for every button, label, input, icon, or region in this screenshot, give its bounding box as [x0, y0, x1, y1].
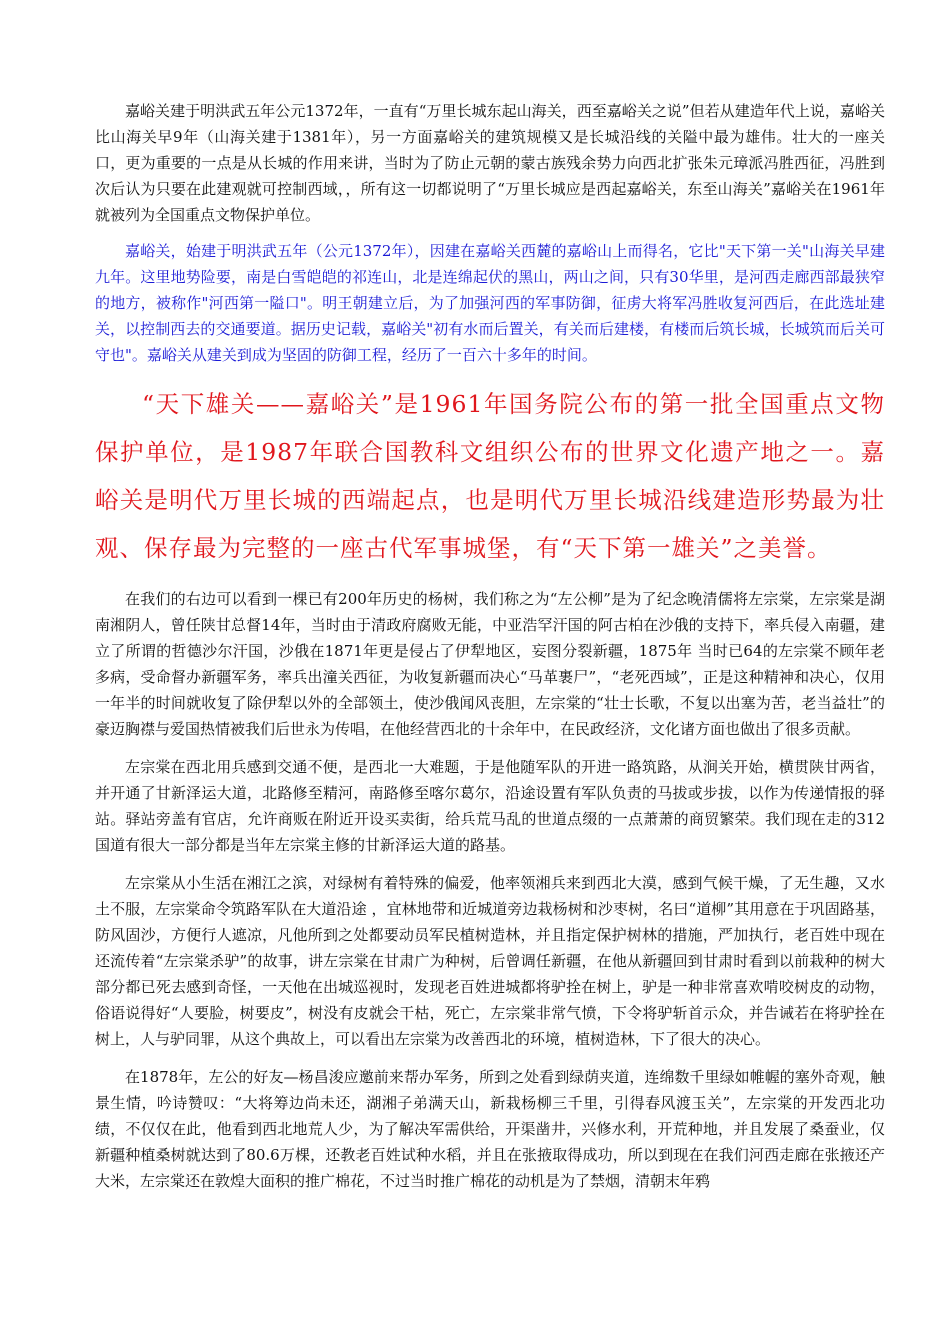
paragraph-jiayuguan-intro-blue: 嘉峪关，始建于明洪武五年（公元1372年），因建在嘉峪关西麓的嘉峪山上而得名，它比"天下第一关"山海关早建九年。这里地势险要，南是白雪皑皑的祁连山，北是连绵起伏的黑山，两山之间，只有30华里，是河西走廊西部最狭窄的地方，被称作"河西第一隘口"。明王朝建立后，为了加强河西的军事防御，征虏大将军冯胜收复河西后，在此选址建关，以控制西去的交通要道。据历史记载，嘉峪关"初有水而后置关，有关而后建楼，有楼而后筑长城，长城筑而后关可守也"。嘉峪关从建关到成为坚固的防御工程，经历了一百六十多年的时间。	[95, 242, 885, 364]
paragraph-zuogongliu: 在我们的右边可以看到一棵已有200年历史的杨树，我们称之为“左公柳”是为了纪念晚清儒将左宗棠，左宗棠是湖南湘阴人，曾任陕甘总督14年，当时由于清政府腐败无能，中亚浩罕汗国的阿古柏在沙俄的支持下，率兵侵入南疆，建立了所谓的哲德沙尔汗国，沙俄在1871年更是侵占了伊犁地区，妄图分裂新疆，1875年 当时已64的左宗棠不顾年老多病，受命督办新疆军务，率兵出潼关西征，为收复新疆而决心“马革裹尸”，“老死西域”，正是这种精神和决心，仅用一年半的时间就收复了除伊犁以外的全部领土，使沙俄闻风丧胆，左宗棠的“壮士长歌，不复以出塞为苦，老当益壮”的豪迈胸襟与爱国热情被我们后世永为传唱，在他经营西北的十余年中，在民政经济，文化诸方面也做出了很多贡献。	[95, 590, 885, 738]
paragraph-road-building: 左宗棠在西北用兵感到交通不便，是西北一大难题，于是他随军队的开进一路筑路，从涧关开始，横贯陕甘两省，并开通了甘新泽运大道，北路修至精河，南路修至喀尔葛尔，沿途设置有军队负责的马拔或步拔，以作为传递情报的驿站。驿站旁盖有官店，允许商贩在附近开设买卖街，给兵荒马乱的世道点缀的一点萧萧的商贸繁荣。我们现在走的312国道有很大一部分都是当年左宗棠主修的甘新泽运大道的路基。	[95, 758, 885, 854]
paragraph-yang-changjun-poem: 在1878年，左公的好友—杨昌浚应邀前来帮办军务，所到之处看到绿荫夹道，连绵数千里绿如帷幄的塞外奇观，触景生情，吟诗赞叹：“大将筹边尚未还，湖湘子弟满天山，新栽杨柳三千里，引得春风渡玉关”，左宗棠的开发西北功绩，不仅仅在此，他看到西北地荒人少，为了解决军需供给，开渠凿井，兴修水利，开荒种地，并且发展了桑蚕业，仅新疆种植桑树就达到了80.6万棵，还教老百姓试种水稻，并且在张掖取得成功，所以到现在在我们河西走廊在张掖还产大米，左宗棠还在敦煌大面积的推广棉花，不过当时推广棉花的动机是为了禁烟，清朝末年鸦	[95, 1068, 885, 1190]
paragraph-heritage-highlight-red: “天下雄关——嘉峪关”是1961年国务院公布的第一批全国重点文物保护单位，是1987年联合国教科文组织公布的世界文化遗产地之一。嘉峪关是明代万里长城的西端起点，也是明代万里长城沿线建造形势最为壮观、保存最为完整的一座古代军事城堡，有“天下第一雄关”之美誉。	[95, 390, 885, 562]
document-page	[95, 98, 885, 1194]
paragraph-tree-planting: 左宗棠从小生活在湘江之滨，对绿树有着特殊的偏爱，他率领湘兵来到西北大漠，感到气候干燥，了无生趣，又水土不服，左宗棠命令筑路军队在大道沿途 ，宜林地带和近城道旁边栽杨树和沙枣树，名曰“道柳”其用意在于巩固路基，防风固沙，方便行人遮凉，凡他所到之处都要动员军民植树造林，并且指定保护树林的措施，严加执行，老百姓中现在还流传着“左宗棠杀驴”的故事，讲左宗棠在甘肃广为种树，后曾调任新疆，在他从新疆回到甘肃时看到以前栽种的树大部分都已死去感到奇怪，一天他在出城巡视时，发现老百姓进城都将驴拴在树上，驴是一种非常喜欢啃咬树皮的动物，俗语说得好“人要脸，树要皮”，树没有皮就会干枯，死亡，左宗棠非常气愤，下令将驴斩首示众，并告诫若在将驴拴在树上，人与驴同罪，从这个典故上，可以看出左宗棠为改善西北的环境，植树造林，下了很大的决心。	[95, 874, 885, 1048]
paragraph-jiayuguan-history: 嘉峪关建于明洪武五年公元1372年，一直有“万里长城东起山海关，西至嘉峪关之说”但若从建造年代上说，嘉峪关比山海关早9年（山海关建于1381年），另一方面嘉峪关的建筑规模又是长城沿线的关隘中最为雄伟。壮大的一座关口，更为重要的一点是从长城的作用来讲，当时为了防止元朝的蒙古族残余势力向西北扩张朱元璋派冯胜西征，冯胜到次后认为只要在此建观就可控制西域，，所有这一切都说明了“万里长城应是西起嘉峪关，东至山海关”嘉峪关在1961年就被列为全国重点文物保护单位。	[95, 102, 885, 224]
